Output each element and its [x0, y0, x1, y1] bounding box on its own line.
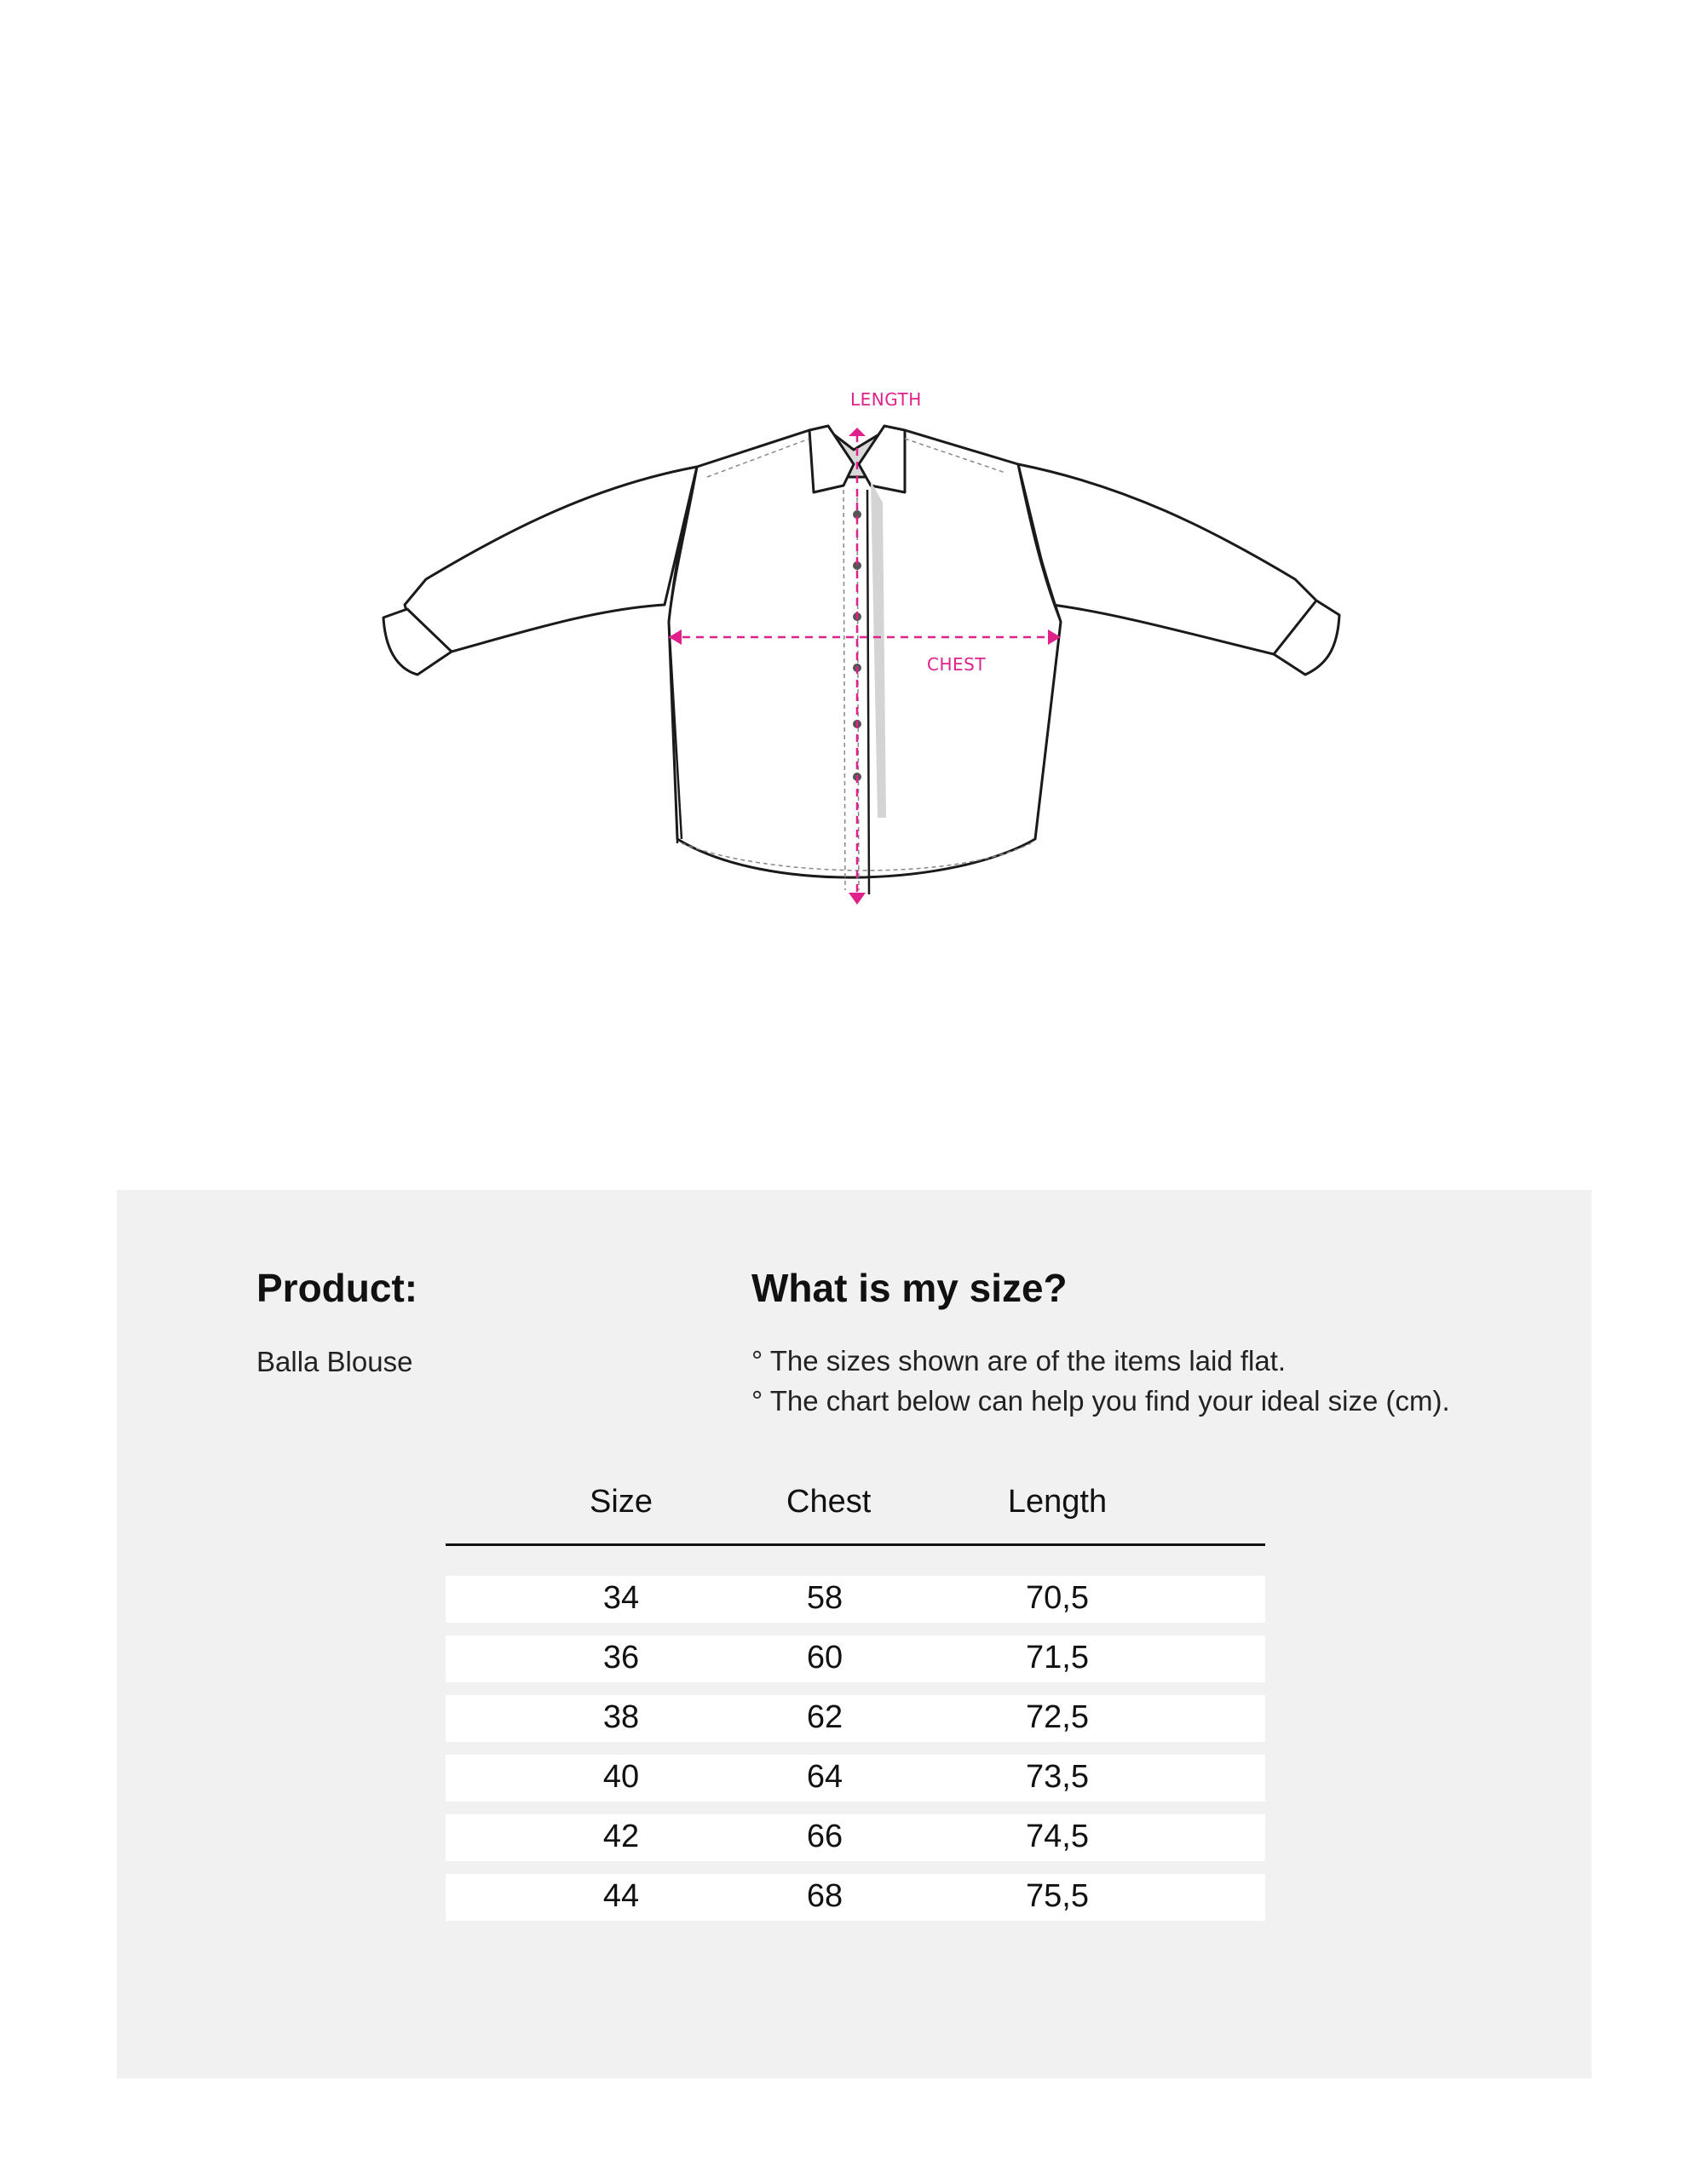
chest-cell: 58 — [806, 1580, 843, 1616]
size-cell: 44 — [602, 1878, 640, 1914]
table-row — [446, 1755, 1265, 1802]
product-name: Balla Blouse — [256, 1346, 413, 1377]
length-measure-label: LENGTH — [850, 389, 922, 410]
length-cell: 75,5 — [1026, 1878, 1089, 1914]
table-row — [446, 1695, 1265, 1742]
size-cell: 40 — [602, 1759, 640, 1795]
size-cell: 42 — [602, 1819, 640, 1854]
length-cell: 72,5 — [1026, 1699, 1089, 1735]
size-help-heading: What is my size? — [751, 1266, 1068, 1310]
chest-cell: 64 — [806, 1759, 843, 1795]
length-cell: 73,5 — [1026, 1759, 1089, 1795]
table-header-row — [446, 1484, 1265, 1546]
chest-cell: 66 — [806, 1819, 843, 1854]
chest-cell: 60 — [806, 1640, 843, 1675]
size-cell: 36 — [602, 1640, 640, 1675]
size-cell: 38 — [602, 1699, 640, 1735]
chest-column-header: Chest — [786, 1484, 872, 1520]
chest-cell: 62 — [806, 1699, 843, 1735]
size-table — [446, 1484, 1265, 1934]
length-cell: 74,5 — [1026, 1819, 1089, 1854]
table-row — [446, 1635, 1265, 1682]
blouse-illustration — [0, 0, 1704, 1022]
size-note: ° The chart below can help you find your ideal size (cm). — [751, 1385, 1450, 1417]
chest-cell: 68 — [806, 1878, 843, 1914]
length-cell: 70,5 — [1026, 1580, 1089, 1616]
size-guide-panel — [117, 1190, 1592, 2078]
size-note: ° The sizes shown are of the items laid flat. — [751, 1345, 1287, 1376]
table-row — [446, 1874, 1265, 1921]
size-column-header: Size — [590, 1484, 653, 1520]
length-column-header: Length — [1007, 1484, 1108, 1520]
chest-measure-label: CHEST — [927, 654, 987, 675]
length-cell: 71,5 — [1026, 1640, 1089, 1675]
table-row — [446, 1576, 1265, 1623]
product-heading: Product: — [256, 1266, 418, 1310]
size-cell: 34 — [602, 1580, 640, 1616]
table-row — [446, 1814, 1265, 1861]
